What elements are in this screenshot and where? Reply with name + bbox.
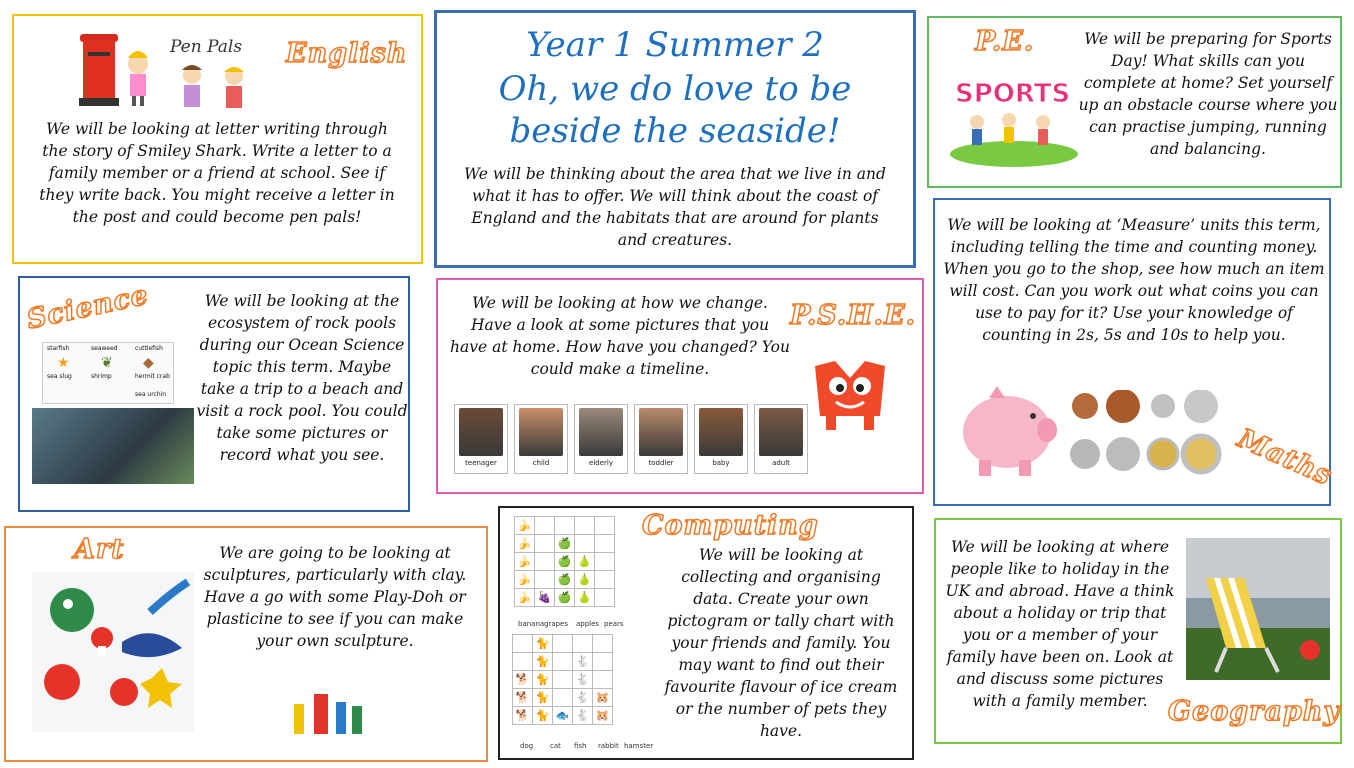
art-text: We are going to be looking at sculptures, particularly with clay. Have a go with some Play-Doh or plasticine to see if you can make your own sculpture. bbox=[203, 544, 467, 650]
fruit-axis-label: pears bbox=[604, 620, 624, 628]
pictogram-cell bbox=[595, 517, 615, 535]
pictogram-cell: 🍌 bbox=[515, 589, 535, 607]
pe-text: We will be preparing for Sports Day! What skills can you complete at home? Set yourself up an obstacle course where you can practise jumping, running and balancing. bbox=[1078, 30, 1338, 158]
piggy-bank-icon bbox=[949, 380, 1059, 480]
photo-caption: elderly bbox=[589, 459, 613, 467]
pictogram-cell bbox=[513, 635, 533, 653]
maths-panel bbox=[933, 198, 1337, 506]
pictogram-cell bbox=[535, 571, 555, 589]
seaweed-icon: ❦ bbox=[101, 355, 113, 371]
computing-text: We will be looking at collecting and organising data. Create your own pictogram or tally chart with your friends and family. You may want to find out their favourite flavour of ice cream or the number of pets they have. bbox=[664, 546, 898, 740]
postbox-icon bbox=[74, 26, 164, 111]
maths-text: We will be looking at ‘Measure’ units this term, including telling the time and counting money. When you go to the shop, see how much an item will cost. Can you work out what coins you can use to pay for it? Use your knowledge of counting in 2s, 5s and 10s to help you. bbox=[943, 216, 1325, 344]
pictogram-cell bbox=[593, 635, 613, 653]
pictogram-cell bbox=[593, 671, 613, 689]
photo-timeline bbox=[454, 404, 808, 474]
photo-card bbox=[754, 404, 808, 474]
pictogram-cell bbox=[575, 517, 595, 535]
geography-heading: Geography bbox=[1168, 696, 1341, 727]
pet-axis-label: fish bbox=[574, 742, 587, 750]
pictogram-cell: 🐈 bbox=[533, 671, 553, 689]
deckchair-photo bbox=[1186, 538, 1330, 680]
pictogram-cell bbox=[553, 635, 573, 653]
cuttlefish-icon: ◆ bbox=[143, 355, 154, 371]
pictogram-cell bbox=[555, 517, 575, 535]
creature-label: cuttlefish bbox=[135, 345, 163, 352]
pictogram-cell: 🐈 bbox=[533, 707, 553, 725]
pe-heading: P.E. bbox=[975, 26, 1035, 57]
pictogram-cell: 🍐 bbox=[575, 571, 595, 589]
pictogram-cell: 🐹 bbox=[593, 707, 613, 725]
play-doh-tools-icon bbox=[286, 684, 376, 740]
photo-card bbox=[514, 404, 568, 474]
clay-sculptures-photo bbox=[32, 572, 194, 732]
pictogram-cell: 🐇 bbox=[573, 671, 593, 689]
pet-axis-label: hamster bbox=[624, 742, 654, 750]
photo-card bbox=[694, 404, 748, 474]
portrait-photo bbox=[639, 408, 683, 456]
pictogram-cell: 🐈 bbox=[533, 635, 553, 653]
pictogram-cell: 🍌 bbox=[515, 535, 535, 553]
pictogram-cell bbox=[573, 635, 593, 653]
pe-panel bbox=[927, 16, 1342, 188]
pictogram-cell: 🍐 bbox=[575, 589, 595, 607]
photo-caption: child bbox=[532, 459, 550, 467]
english-panel bbox=[12, 14, 423, 264]
pictogram-cell bbox=[535, 535, 555, 553]
pictogram-cell: 🐹 bbox=[593, 689, 613, 707]
pictogram-cell bbox=[535, 517, 555, 535]
pictogram-cell: 🐇 bbox=[573, 707, 593, 725]
pictogram-cell bbox=[593, 653, 613, 671]
creature-label: starfish bbox=[47, 345, 70, 352]
english-text: We will be looking at letter writing through the story of Smiley Shark. Write a letter to a family member or a friend at school. See if they write back. You might receive a letter in the post and could become pen pals! bbox=[39, 120, 395, 226]
pictogram-cell: 🐕 bbox=[513, 671, 533, 689]
title-intro: We will be thinking about the area that we live in and what it has to offer. We will think about the coast of England and the habitats that are around for plants and creatures. bbox=[464, 165, 886, 249]
pictogram-cell bbox=[535, 553, 555, 571]
pet-axis-label: cat bbox=[550, 742, 561, 750]
portrait-photo bbox=[579, 408, 623, 456]
geography-panel bbox=[934, 518, 1342, 744]
pets-pictogram bbox=[512, 634, 613, 725]
portrait-photo bbox=[759, 408, 803, 456]
fruit-pictogram bbox=[514, 516, 615, 607]
creature-label: seaweed bbox=[91, 345, 118, 352]
portrait-photo bbox=[459, 408, 503, 456]
pictogram-cell: 🐇 bbox=[573, 689, 593, 707]
art-heading: Art bbox=[74, 534, 125, 565]
fruit-axis-label: grapes bbox=[544, 620, 569, 628]
photo-card bbox=[574, 404, 628, 474]
pet-axis-label: dog bbox=[520, 742, 534, 750]
pictogram-cell: 🐟 bbox=[553, 707, 573, 725]
pictogram-cell bbox=[595, 535, 615, 553]
rock-pool-checklist bbox=[42, 342, 174, 404]
pictogram-cell bbox=[553, 653, 573, 671]
computing-panel bbox=[498, 506, 914, 760]
pen-pals-illustration bbox=[164, 30, 259, 115]
pictogram-cell: 🍌 bbox=[515, 517, 535, 535]
art-panel bbox=[4, 526, 488, 762]
pictogram-cell bbox=[553, 671, 573, 689]
pictogram-cell: 🍇 bbox=[535, 589, 555, 607]
pshe-panel bbox=[436, 278, 924, 494]
title-line2: Oh, we do love to be bbox=[498, 69, 852, 109]
science-panel bbox=[18, 276, 410, 512]
photo-caption: toddler bbox=[648, 459, 674, 467]
photo-card bbox=[634, 404, 688, 474]
pictogram-cell: 🍏 bbox=[555, 553, 575, 571]
fruit-axis-label: banana bbox=[518, 620, 545, 628]
pictogram-cell bbox=[553, 689, 573, 707]
science-text: We will be looking at the ecosystem of rock pools during our Ocean Science topic this term. Maybe take a trip to a beach and visit a rock pool. You could take some pictures or record what you see. bbox=[196, 292, 408, 464]
creature-label: sea urchin bbox=[135, 391, 167, 398]
geography-text: We will be looking at where people like to holiday in the UK and abroad. Have a think about a holiday or trip that you or a member of your family have been on. Look at and discuss some pictures with a family member. bbox=[945, 538, 1175, 710]
sports-label: SPORTS bbox=[955, 79, 1071, 109]
pictogram-cell bbox=[575, 535, 595, 553]
pictogram-cell: 🐈 bbox=[533, 653, 553, 671]
pictogram-cell: 🍐 bbox=[575, 553, 595, 571]
sports-illustration bbox=[947, 64, 1082, 168]
pictogram-cell bbox=[513, 653, 533, 671]
creature-label: shrimp bbox=[91, 373, 112, 380]
creature-label: sea slug bbox=[47, 373, 72, 380]
pen-pals-label: Pen Pals bbox=[170, 37, 243, 57]
pictogram-cell: 🍏 bbox=[555, 535, 575, 553]
portrait-photo bbox=[699, 408, 743, 456]
pet-axis-label: rabbit bbox=[598, 742, 619, 750]
fruit-axis-label: apples bbox=[576, 620, 600, 628]
pictogram-cell: 🐈 bbox=[533, 689, 553, 707]
pshe-heading: P.S.H.E. bbox=[790, 300, 917, 331]
creature-label: hermit crab bbox=[135, 373, 170, 380]
pictogram-cell: 🍏 bbox=[555, 571, 575, 589]
photo-caption: baby bbox=[712, 459, 730, 467]
rock-pool-photo bbox=[32, 408, 194, 484]
photo-caption: adult bbox=[772, 459, 790, 467]
computing-heading: Computing bbox=[642, 510, 819, 541]
photo-card bbox=[454, 404, 508, 474]
pictogram-cell bbox=[595, 571, 615, 589]
title-panel bbox=[434, 10, 916, 268]
pictogram-cell: 🐇 bbox=[573, 653, 593, 671]
portrait-photo bbox=[519, 408, 563, 456]
pictogram-cell bbox=[595, 553, 615, 571]
mascot-illustration bbox=[790, 346, 910, 436]
pictogram-cell: 🐕 bbox=[513, 707, 533, 725]
science-heading: Science bbox=[24, 279, 152, 336]
starfish-icon: ★ bbox=[57, 355, 70, 371]
title-line1: Year 1 Summer 2 bbox=[526, 25, 824, 65]
pictogram-cell: 🍌 bbox=[515, 571, 535, 589]
coins-illustration bbox=[1065, 390, 1225, 480]
photo-caption: teenager bbox=[465, 459, 497, 467]
title-line3: beside the seaside! bbox=[509, 111, 841, 151]
pshe-text: We will be looking at how we change. Have a look at some pictures that you have at home. How have you changed? You could make a timeline. bbox=[450, 294, 790, 378]
pictogram-cell: 🍏 bbox=[555, 589, 575, 607]
pictogram-cell: 🍌 bbox=[515, 553, 535, 571]
maths-heading: Maths bbox=[1233, 423, 1337, 492]
pictogram-cell bbox=[595, 589, 615, 607]
pictogram-cell: 🐕 bbox=[513, 689, 533, 707]
english-heading: English bbox=[286, 38, 408, 69]
